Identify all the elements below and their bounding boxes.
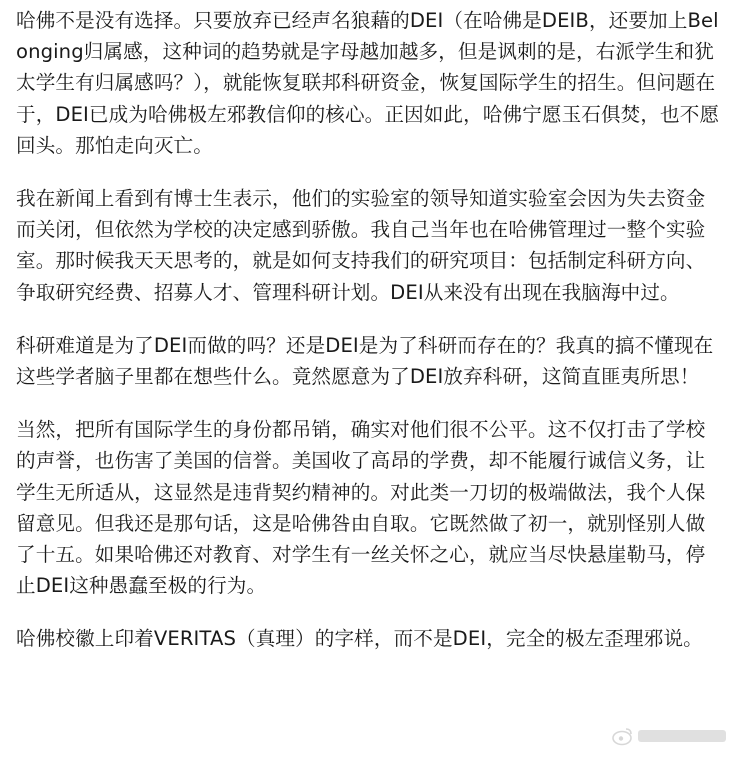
paragraph-1: 哈佛不是没有选择。只要放弃已经声名狼藉的DEI（在哈佛是DEIB，还要加上Belonging归属感，这种词的趋势就是字母越加越多，但是讽刺的是，右派学生和犹太学生有归属感吗？），就能恢复联邦科研资金，恢复国际学生的招生。但问题在于，DEI已成为哈佛极左邪教信仰的核心。正因如此，哈佛宁愿玉石俱焚，也不愿回头。那怕走向灭亡。	[16, 9, 720, 157]
weibo-watermark-icon	[611, 725, 729, 747]
article-body	[16, 5, 724, 677]
paragraph-5: 哈佛校徽上印着VERITAS（真理）的字样，而不是DEI，完全的极左歪理邪说。	[16, 627, 703, 651]
paragraph-2: 我在新闻上看到有博士生表示，他们的实验室的领导知道实验室会因为失去资金而关闭，但依然为学校的决定感到骄傲。我自己当年也在哈佛管理过一整个实验室。那时候我天天思考的，就是如何支持我们的研究项目：包括制定科研方向、争取研究经费、招募人才、管理科研计划。DEI从来没有出现在我脑海中过。	[16, 187, 706, 304]
paragraph-4: 当然，把所有国际学生的身份都吊销，确实对他们很不公平。这不仅打击了学校的声誉，也伤害了美国的信誉。美国收了高昂的学费，却不能履行诚信义务，让学生无所适从，这显然是违背契约精神的。对此类一刀切的极端做法，我个人保留意见。但我还是那句话，这是哈佛咎由自取。它既然做了初一，就别怪别人做了十五。如果哈佛还对教育、对学生有一丝关怀之心，就应当尽快悬崖勒马，停止DEI这种愚蠢至极的行为。	[16, 418, 706, 598]
paragraph-3: 科研难道是为了DEI而做的吗？还是DEI是为了科研而存在的？我真的搞不懂现在这些学者脑子里都在想些什么。竟然愿意为了DEI放弃科研，这简直匪夷所思！	[16, 333, 714, 389]
